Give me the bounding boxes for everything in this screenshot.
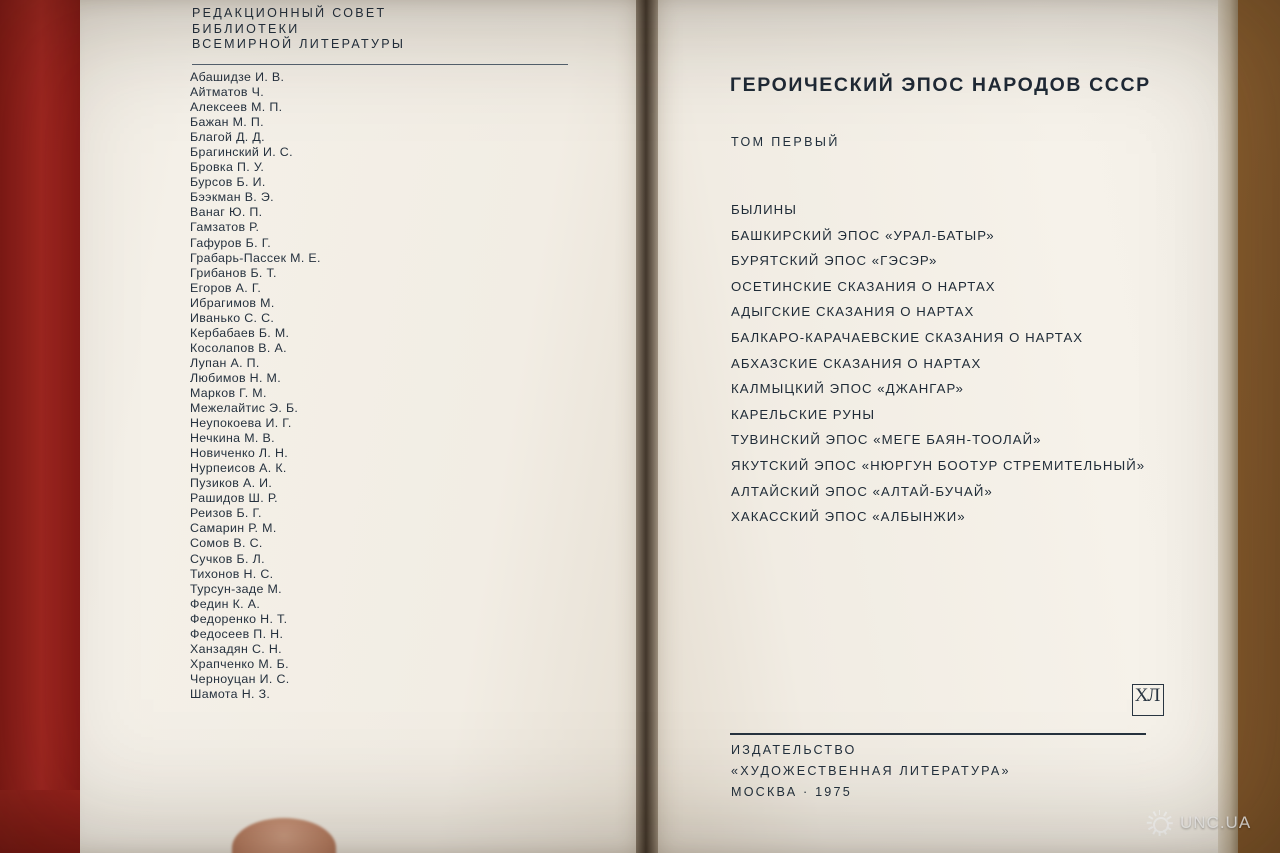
council-member-item: Айтматов Ч. xyxy=(190,85,265,100)
council-member-item: Алексеев М. П. xyxy=(190,100,283,115)
council-member-item: Бурсов Б. И. xyxy=(190,175,266,190)
sunburst-ray xyxy=(1159,831,1161,836)
contents-item: БАЛКАРО-КАРАЧАЕВСКИЕ СКАЗАНИЯ О НАРТАХ xyxy=(731,329,1084,345)
imprint-block xyxy=(731,740,1011,803)
contents-item: КАРЕЛЬСКИЕ РУНЫ xyxy=(731,406,876,422)
council-member-item: Грибанов Б. Т. xyxy=(190,265,277,280)
sunburst-icon xyxy=(1146,810,1172,836)
council-member-item: Иванько С. С. xyxy=(190,310,275,325)
contents-item: ТУВИНСКИЙ ЭПОС «МЕГЕ БАЯН-ТООЛАЙ» xyxy=(731,432,1042,448)
sunburst-ray xyxy=(1148,816,1153,820)
contents-item: БЫЛИНЫ xyxy=(731,202,797,217)
sunburst-ray xyxy=(1152,811,1156,816)
council-member-item: Реизов Б. Г. xyxy=(190,506,262,521)
council-member-item: Бровка П. У. xyxy=(190,160,265,175)
council-member-item: Новиченко Л. Н. xyxy=(190,446,289,461)
council-member-item: Турсун-заде М. xyxy=(190,581,282,596)
council-member-item: Гафуров Б. Г. xyxy=(190,235,272,250)
contents-item: АБХАЗСКИЕ СКАЗАНИЯ О НАРТАХ xyxy=(731,355,982,371)
council-member-item: Брагинский И. С. xyxy=(190,145,293,160)
sunburst-ray xyxy=(1146,822,1151,824)
contents-item: ЯКУТСКИЙ ЭПОС «НЮРГУН БООТУР СТРЕМИТЕЛЬНЫЙ» xyxy=(731,457,1146,473)
council-member-item: Бажан М. П. xyxy=(190,115,264,130)
contents-item: БАШКИРСКИЙ ЭПОС «УРАЛ-БАТЫР» xyxy=(731,227,995,243)
contents-item: БУРЯТСКИЙ ЭПОС «ГЭСЭР» xyxy=(731,253,938,269)
contents-item: ХАКАССКИЙ ЭПОС «АЛБЫНЖИ» xyxy=(731,509,966,525)
council-member-item: Ибрагимов М. xyxy=(190,295,275,310)
council-member-item: Федосеев П. Н. xyxy=(190,626,284,641)
sunburst-ray xyxy=(1159,810,1161,815)
council-member-item: Кербабаев Б. М. xyxy=(190,325,290,340)
page-edge xyxy=(1218,0,1238,853)
council-member-item: Межелайтис Э. Б. xyxy=(190,401,299,416)
watermark-text: UNC.UA xyxy=(1180,813,1252,832)
council-member-item: Тихонов Н. С. xyxy=(190,566,274,581)
council-member-item: Храпченко М. Б. xyxy=(190,656,289,671)
council-member-item: Благой Д. Д. xyxy=(190,130,265,145)
council-member-item: Сучков Б. Л. xyxy=(190,551,265,566)
publisher-logo-glyph: ХЛ xyxy=(1134,685,1160,706)
imprint-line-3: МОСКВА · 1975 xyxy=(731,785,852,799)
council-member-item: Федин К. А. xyxy=(190,596,261,611)
site-watermark xyxy=(1146,810,1251,836)
council-member-item: Самарин Р. М. xyxy=(190,521,277,536)
council-member-item: Нечкина М. В. xyxy=(190,431,275,446)
council-member-item: Бээкман В. Э. xyxy=(190,190,274,205)
council-member-item: Неупокоева И. Г. xyxy=(190,416,292,431)
council-heading-line-2: БИБЛИОТЕКИ xyxy=(192,21,300,36)
contents-item: АДЫГСКИЕ СКАЗАНИЯ О НАРТАХ xyxy=(731,304,975,320)
editorial-council-member-list xyxy=(190,70,610,702)
council-member-item: Грабарь-Пассек М. Е. xyxy=(190,250,321,265)
imprint-line-1: ИЗДАТЕЛЬСТВО xyxy=(731,743,857,757)
council-member-item: Нурпеисов А. К. xyxy=(190,461,287,476)
contents-item: АЛТАЙСКИЙ ЭПОС «АЛТАЙ-БУЧАЙ» xyxy=(731,483,993,499)
publisher-logo-icon xyxy=(1132,684,1162,718)
contents-item: ОСЕТИНСКИЕ СКАЗАНИЯ О НАРТАХ xyxy=(731,278,996,294)
page-title: ГЕРОИЧЕСКИЙ ЭПОС НАРОДОВ СССР xyxy=(730,74,1151,96)
imprint-line-2: «ХУДОЖЕСТВЕННАЯ ЛИТЕРАТУРА» xyxy=(731,764,1011,778)
sunburst-ray xyxy=(1166,816,1171,820)
council-member-item: Абашидзе И. В. xyxy=(190,70,285,84)
sunburst-ray xyxy=(1152,830,1156,835)
council-member-item: Лупан А. П. xyxy=(190,355,260,370)
council-member-item: Федоренко Н. Т. xyxy=(190,611,288,626)
council-member-item: Шамота Н. З. xyxy=(190,686,271,701)
council-member-item: Черноуцан И. С. xyxy=(190,671,290,686)
council-member-item: Пузиков А. И. xyxy=(190,476,273,491)
council-member-item: Любимов Н. М. xyxy=(190,370,282,385)
contents-list xyxy=(731,202,1201,535)
sunburst-ray xyxy=(1163,811,1167,816)
red-book-cover-left xyxy=(0,0,92,853)
council-member-item: Косолапов В. А. xyxy=(190,340,287,355)
sunburst-ray xyxy=(1167,822,1172,824)
council-heading-line-3: ВСЕМИРНОЙ ЛИТЕРАТУРЫ xyxy=(192,37,406,51)
book-gutter-shadow xyxy=(636,0,658,853)
heading-divider-rule xyxy=(192,64,568,65)
council-member-item: Сомов В. С. xyxy=(190,536,263,551)
council-member-item: Ванаг Ю. П. xyxy=(190,205,263,220)
volume-label: ТОМ ПЕРВЫЙ xyxy=(731,135,840,149)
imprint-divider-rule xyxy=(730,733,1146,735)
contents-item: КАЛМЫЦКИЙ ЭПОС «ДЖАНГАР» xyxy=(731,381,964,397)
council-member-item: Марков Г. М. xyxy=(190,385,267,400)
editorial-council-heading xyxy=(192,6,572,53)
council-heading-line-1: РЕДАКЦИОННЫЙ СОВЕТ xyxy=(192,6,387,20)
council-member-item: Егоров А. Г. xyxy=(190,280,262,295)
sunburst-ray xyxy=(1148,826,1153,830)
council-member-item: Гамзатов Р. xyxy=(190,220,260,235)
council-member-item: Ханзадян С. Н. xyxy=(190,641,282,656)
council-member-item: Рашидов Ш. Р. xyxy=(190,491,278,506)
